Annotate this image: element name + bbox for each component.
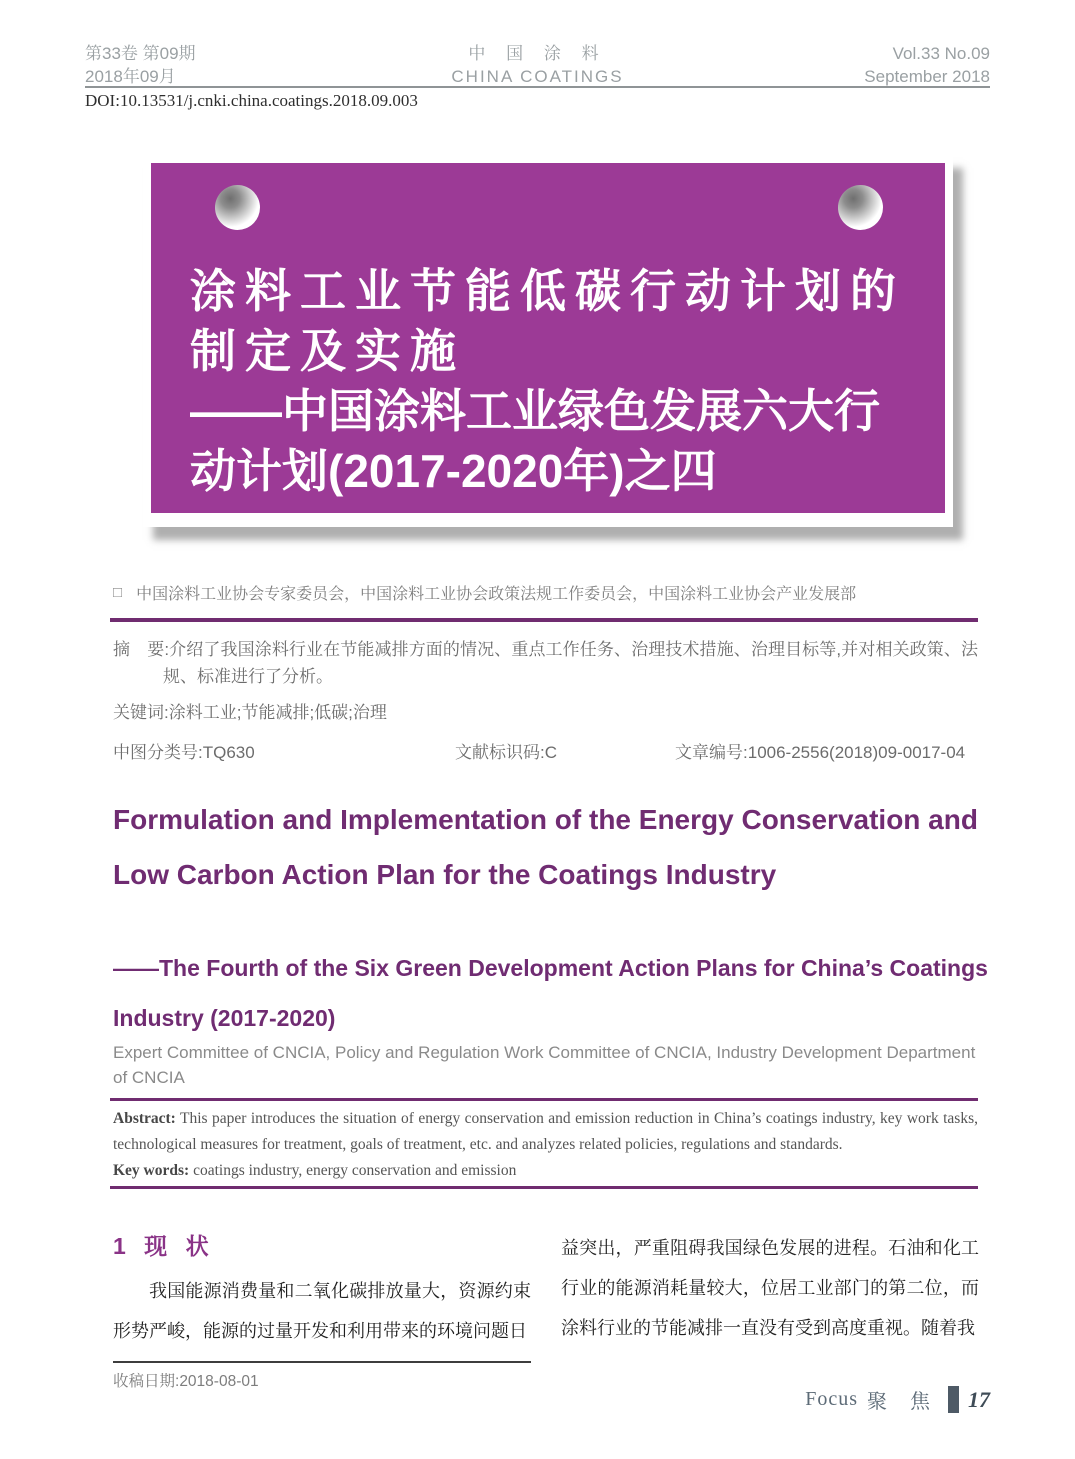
issue-date-en: September 2018 [864,67,990,86]
footer-section-en: Focus [805,1388,858,1410]
authors-text: 中国涂料工业协会专家委员会，中国涂料工业协会政策法规工作委员会，中国涂料工业协会产业发展部 [136,586,857,603]
doi: DOI:10.13531/j.cnki.china.coatings.2018.09.003 [85,91,418,110]
cn-abstract-text: 介绍了我国涂料行业在节能减排方面的情况、重点工作任务、治理技术措施、治理目标等,并对相关政策、法规、标准进行了分析。 [163,640,978,686]
en-keywords-label: Key words: [113,1162,190,1179]
footer-bar-icon [948,1386,959,1413]
title-banner-card [143,155,953,527]
purple-rule-bottom [110,1186,978,1189]
purple-rule-top [110,618,978,622]
document-code: 文献标识码:C [455,743,558,762]
received-date: 2018-08-01 [179,1373,259,1390]
header-vol-info [624,42,990,88]
page-footer [805,1385,990,1414]
header-issue-info [85,42,451,88]
en-keywords-line [113,1158,978,1184]
en-abstract-text: This paper introduces the situation of energy conservation and emission reduction in China’s coatings industry, key work tasks, technological measures for treatment, goals of treatment, etc. and analyzes related policies, regulations and standards. [113,1110,978,1153]
cn-meta-row [113,739,978,766]
article-title-block [190,261,918,501]
title-banner [151,163,945,513]
clc-number: 中图分类号:TQ630 [113,743,255,762]
purple-rule-middle [110,1098,978,1101]
journal-header [85,42,990,88]
authors-line [113,581,978,604]
journal-name-cn: 中 国 涂 料 [468,44,607,63]
english-abstract-block [113,1106,978,1184]
vol-no-en: Vol.33 No.09 [892,44,990,63]
article-title-cn: 涂料工业节能低碳行动计划的制定及实施 [190,265,905,377]
chinese-abstract-block [113,636,978,766]
footer-section-cn: 聚 焦 [867,1391,939,1413]
journal-name [451,42,623,88]
received-label: 收稿日期: [113,1373,180,1390]
en-abstract-paragraph [113,1106,978,1158]
article-subtitle-cn: ——中国涂料工业绿色发展六大行动计划(2017-2020年)之四 [190,385,880,497]
punch-hole-right-icon [838,185,883,230]
right-column-paragraph: 益突出，严重阻碍我国绿色发展的进程。石油和化工行业的能源消耗量较大，位居工业部门的第二位，而涂料行业的节能减排一直没有受到高度重视。随着我 [561,1238,979,1338]
cn-keywords-line [113,699,978,726]
section-1-heading: 1 现 状 [113,1233,215,1259]
square-marker-icon: □ [113,584,123,601]
cn-abstract-label: 摘 要: [113,640,170,659]
cn-keywords-label: 关键词: [113,703,169,722]
received-date-note [113,1361,531,1391]
left-column-paragraph: 我国能源消费量和二氧化碳排放量大，资源约束形势严峻，能源的过量开发和利用带来的环境问题日 [113,1281,531,1341]
en-abstract-label: Abstract: [113,1110,176,1127]
right-column [561,1228,979,1391]
cn-keywords: 涂料工业;节能减排;低碳;治理 [168,703,387,722]
page-number: 17 [968,1386,990,1412]
left-column [113,1228,531,1391]
cn-abstract-paragraph [113,636,978,690]
header-divider [85,86,990,88]
article-id: 文章编号:1006-2556(2018)09-0017-04 [675,743,966,762]
affiliation-en: Expert Committee of CNCIA, Policy and Regulation Work Committee of CNCIA, Industry Development Department of CNCIA [113,1043,976,1087]
journal-name-en: CHINA COATINGS [451,67,624,86]
volume-issue: 第33卷 第09期 [85,44,196,63]
en-keywords: coatings industry, energy conservation and emission [189,1162,517,1179]
issue-date-cn: 2018年09月 [85,67,176,86]
article-subtitle-en: ——The Fourth of the Six Green Development Action Plans for China’s Coatings Industry (2017-2020) [113,955,988,1031]
body-columns [113,1228,980,1391]
punch-hole-left-icon [215,185,260,230]
article-title-en: Formulation and Implementation of the Energy Conservation and Low Carbon Action Plan for the Coatings Industry [113,804,978,890]
